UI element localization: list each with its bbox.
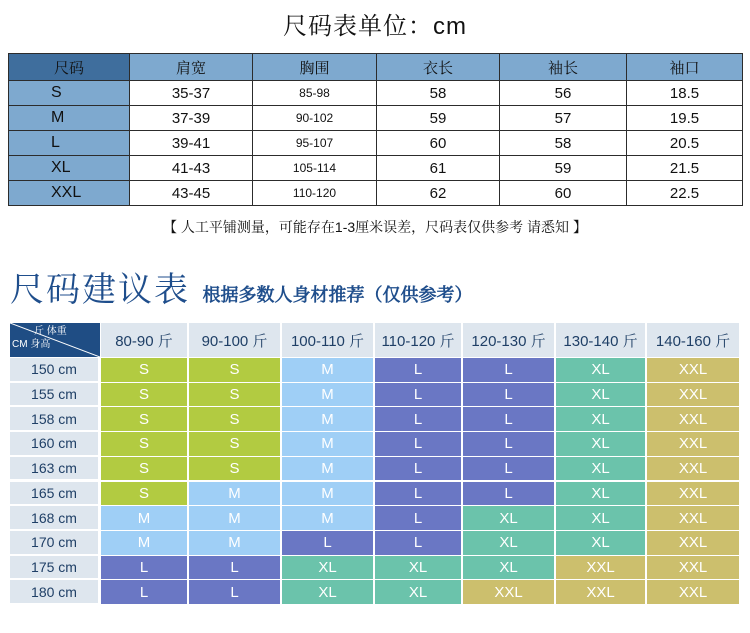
size-cell: XL	[556, 482, 645, 506]
table-cell: 18.5	[627, 81, 743, 106]
size-cell: M	[282, 506, 373, 530]
size-cell: S	[101, 482, 187, 506]
table-row	[9, 181, 743, 206]
table-cell: 59	[377, 106, 500, 131]
size-label: S	[9, 81, 130, 106]
size-cell: S	[101, 457, 187, 481]
weight-column-header: 120-130 斤	[463, 323, 554, 357]
height-row-header: 170 cm	[10, 531, 98, 554]
height-row-header: 155 cm	[10, 383, 98, 406]
header-chest: 胸围	[253, 54, 377, 81]
table-cell: 20.5	[627, 131, 743, 156]
table-cell: 41-43	[130, 156, 253, 181]
size-cell: XL	[282, 580, 373, 604]
size-cell: XL	[556, 506, 645, 530]
table-cell: 37-39	[130, 106, 253, 131]
header-cuff: 袖口	[627, 54, 743, 81]
size-cell: S	[189, 432, 280, 456]
table-row	[9, 106, 743, 131]
header-shoulder: 肩宽	[130, 54, 253, 81]
corner-weight-label: 斤 体重	[34, 326, 67, 337]
size-cell: S	[101, 407, 187, 431]
table-cell: 62	[377, 181, 500, 206]
size-cell: M	[282, 358, 373, 382]
size-label: M	[9, 106, 130, 131]
size-cell: S	[101, 383, 187, 407]
size-cell: M	[101, 531, 187, 555]
size-cell: M	[189, 531, 280, 555]
size-cell: L	[282, 531, 373, 555]
size-cell: XXL	[647, 580, 739, 604]
height-row-header: 160 cm	[10, 432, 98, 455]
size-cell: XL	[556, 432, 645, 456]
size-cell: XXL	[647, 383, 739, 407]
size-cell: L	[375, 358, 461, 382]
table-cell: 21.5	[627, 156, 743, 181]
size-cell: S	[189, 457, 280, 481]
size-cell: M	[282, 457, 373, 481]
size-cell: XL	[556, 383, 645, 407]
size-cell: L	[463, 482, 554, 506]
table-cell: 60	[500, 181, 627, 206]
size-cell: L	[463, 358, 554, 382]
size-cell: L	[375, 383, 461, 407]
size-cell: L	[375, 506, 461, 530]
size-cell: XXL	[647, 506, 739, 530]
size-cell: XL	[463, 556, 554, 580]
size-cell: L	[463, 407, 554, 431]
size-cell: L	[101, 556, 187, 580]
size-cell: L	[375, 407, 461, 431]
recommend-subtitle: 根据多数人身材推荐（仅供参考）	[202, 285, 473, 305]
size-cell: M	[189, 482, 280, 506]
size-cell: M	[101, 506, 187, 530]
size-label: XL	[9, 156, 130, 181]
size-cell: L	[189, 580, 280, 604]
size-table-header-row	[9, 54, 743, 81]
size-label: L	[9, 131, 130, 156]
corner-height-label: CM 身高	[12, 339, 51, 350]
table-row	[9, 156, 743, 181]
size-cell: XL	[556, 358, 645, 382]
table-cell: 59	[500, 156, 627, 181]
size-cell: XL	[556, 531, 645, 555]
size-cell: S	[101, 358, 187, 382]
size-cell: XL	[463, 531, 554, 555]
size-cell: XXL	[647, 531, 739, 555]
size-cell: XL	[375, 580, 461, 604]
size-cell: L	[463, 457, 554, 481]
weight-column-header: 140-160 斤	[647, 323, 739, 357]
table-row	[9, 81, 743, 106]
weight-column-header: 110-120 斤	[375, 323, 461, 357]
size-cell: L	[375, 457, 461, 481]
size-cell: XXL	[647, 358, 739, 382]
table-cell: 90-102	[253, 106, 377, 131]
size-cell: XXL	[647, 432, 739, 456]
size-label: XXL	[9, 181, 130, 206]
size-cell: XL	[556, 407, 645, 431]
table-cell: 105-114	[253, 156, 377, 181]
size-cell: XXL	[647, 482, 739, 506]
height-row-header: 163 cm	[10, 457, 98, 480]
table-cell: 58	[500, 131, 627, 156]
weight-column-header: 90-100 斤	[189, 323, 280, 357]
size-cell: XL	[282, 556, 373, 580]
table-cell: 110-120	[253, 181, 377, 206]
table-cell: 61	[377, 156, 500, 181]
size-cell: M	[282, 482, 373, 506]
weight-column-header: 80-90 斤	[101, 323, 187, 357]
height-row-header: 165 cm	[10, 482, 98, 505]
size-cell: M	[282, 407, 373, 431]
size-table	[8, 53, 743, 206]
size-cell: L	[463, 432, 554, 456]
size-cell: XL	[556, 457, 645, 481]
recommend-heading	[10, 262, 472, 311]
size-cell: L	[375, 482, 461, 506]
size-cell: XXL	[556, 580, 645, 604]
size-cell: S	[101, 432, 187, 456]
size-cell: S	[189, 358, 280, 382]
size-cell: S	[189, 407, 280, 431]
height-row-header: 168 cm	[10, 506, 98, 529]
height-row-header: 175 cm	[10, 556, 98, 579]
table-row	[9, 131, 743, 156]
table-cell: 22.5	[627, 181, 743, 206]
size-cell: XXL	[647, 556, 739, 580]
size-cell: L	[463, 383, 554, 407]
weight-column-header: 130-140 斤	[556, 323, 645, 357]
weight-column-header: 100-110 斤	[282, 323, 373, 357]
height-row-header: 150 cm	[10, 358, 98, 381]
measurement-note: 【 人工平铺测量，可能存在1-3厘米误差，尺码表仅供参考 请悉知 】	[163, 219, 587, 235]
size-cell: M	[189, 506, 280, 530]
height-row-header: 158 cm	[10, 407, 98, 430]
table-cell: 39-41	[130, 131, 253, 156]
size-cell: L	[375, 432, 461, 456]
header-size: 尺码	[9, 54, 130, 81]
size-cell: L	[101, 580, 187, 604]
grid-corner	[10, 323, 100, 357]
size-cell: XL	[375, 556, 461, 580]
recommend-title: 尺码建议表	[10, 271, 190, 309]
size-cell: XXL	[463, 580, 554, 604]
header-length: 衣长	[377, 54, 500, 81]
size-cell: XXL	[647, 407, 739, 431]
size-cell: M	[282, 432, 373, 456]
page-title: 尺码表单位：cm	[283, 13, 467, 40]
table-cell: 57	[500, 106, 627, 131]
size-cell: XXL	[556, 556, 645, 580]
table-cell: 60	[377, 131, 500, 156]
size-cell: XL	[463, 506, 554, 530]
table-cell: 35-37	[130, 81, 253, 106]
size-cell: M	[282, 383, 373, 407]
table-cell: 58	[377, 81, 500, 106]
table-cell: 85-98	[253, 81, 377, 106]
size-cell: L	[375, 531, 461, 555]
height-row-header: 180 cm	[10, 580, 98, 603]
header-sleeve: 袖长	[500, 54, 627, 81]
size-cell: XXL	[647, 457, 739, 481]
size-recommendation-grid	[10, 323, 740, 604]
table-cell: 43-45	[130, 181, 253, 206]
size-cell: S	[189, 383, 280, 407]
size-cell: L	[189, 556, 280, 580]
table-cell: 95-107	[253, 131, 377, 156]
table-cell: 19.5	[627, 106, 743, 131]
table-cell: 56	[500, 81, 627, 106]
